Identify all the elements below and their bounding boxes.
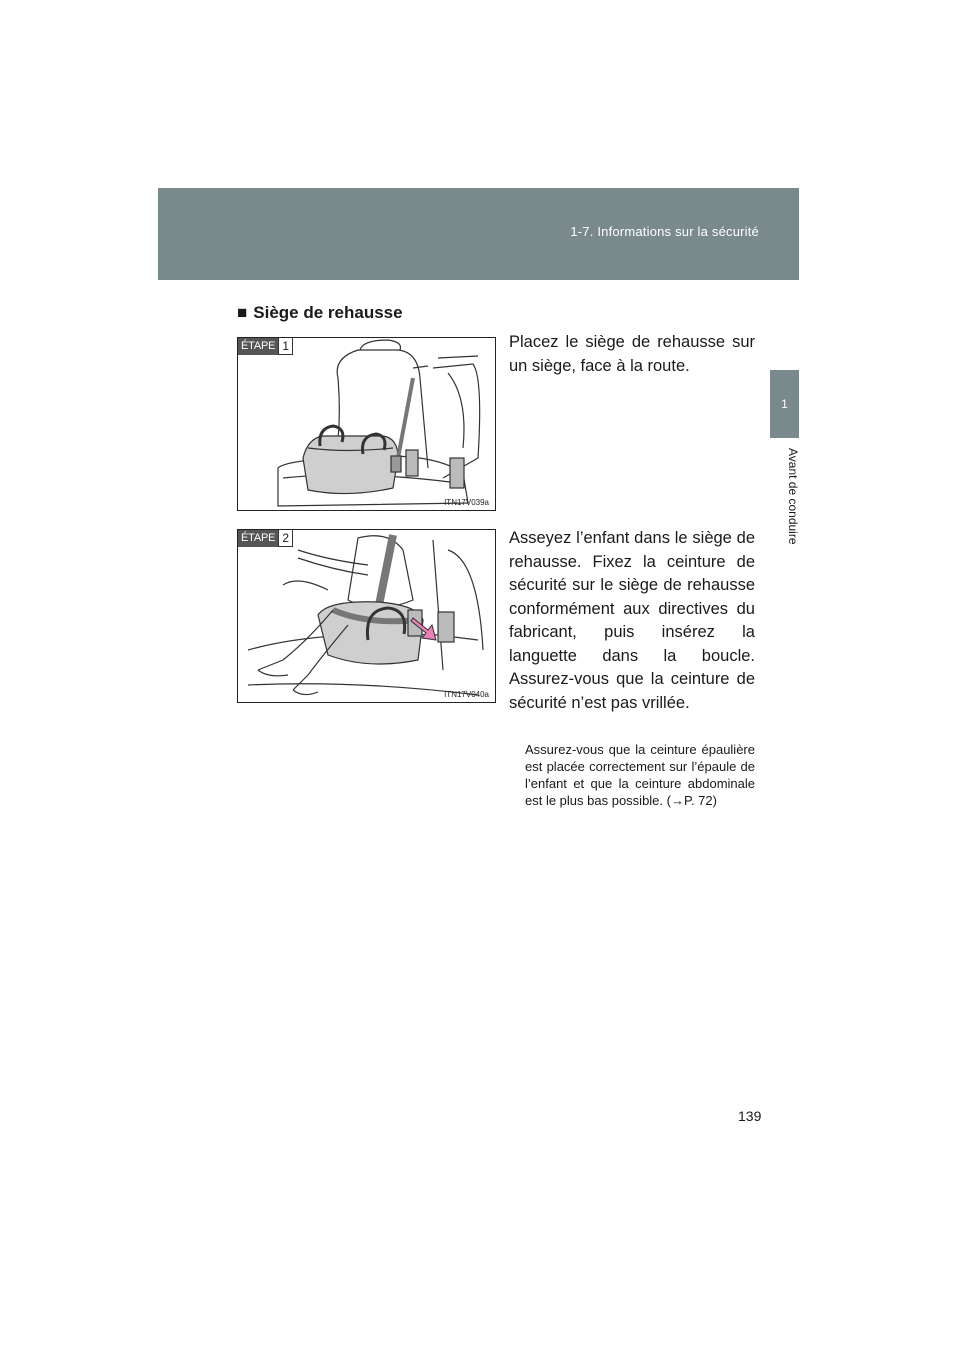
step-1-text: Placez le siège de rehausse sur un siège, face à la route. bbox=[509, 333, 755, 375]
step-badge bbox=[238, 338, 293, 355]
chapter-tab-number: 1 bbox=[770, 370, 799, 438]
square-bullet-icon: ■ bbox=[237, 303, 248, 322]
figure-step-2 bbox=[237, 529, 496, 703]
chapter-header bbox=[158, 188, 799, 280]
chapter-tab-label: Avant de conduire bbox=[786, 448, 800, 545]
step-2-text: Asseyez l’enfant dans le siège de rehausse. Fixez la ceinture de sécurité sur le siège de rehausse conformément aux directives du fabricant, puis insérez la languette dans la boucle. Assurez-vous que la ceinture de sécurité n’est pas vrillée. bbox=[509, 529, 755, 712]
section-heading-text: Siège de rehausse bbox=[253, 303, 403, 322]
chapter-title: 1-7. Informations sur la sécurité bbox=[570, 224, 759, 239]
page-number: 139 bbox=[738, 1108, 762, 1124]
step-number: 2 bbox=[278, 530, 293, 547]
child-in-booster-illustration bbox=[238, 530, 495, 702]
note-text: Assurez-vous que la ceinture épaulière est placée correctement sur l’épaule de l’enfant et que la ceinture abdominale est le plus bas possible. (→P. 72) bbox=[525, 742, 755, 808]
step-badge bbox=[238, 530, 293, 547]
step-word: ÉTAPE bbox=[238, 530, 278, 547]
step-word: ÉTAPE bbox=[238, 338, 278, 355]
figure-step-1 bbox=[237, 337, 496, 511]
section-heading bbox=[237, 303, 403, 323]
figure-code: ITN17V039a bbox=[444, 498, 489, 507]
step-number: 1 bbox=[278, 338, 293, 355]
figure-code: ITN17V040a bbox=[444, 690, 489, 699]
booster-seat-illustration bbox=[238, 338, 495, 510]
